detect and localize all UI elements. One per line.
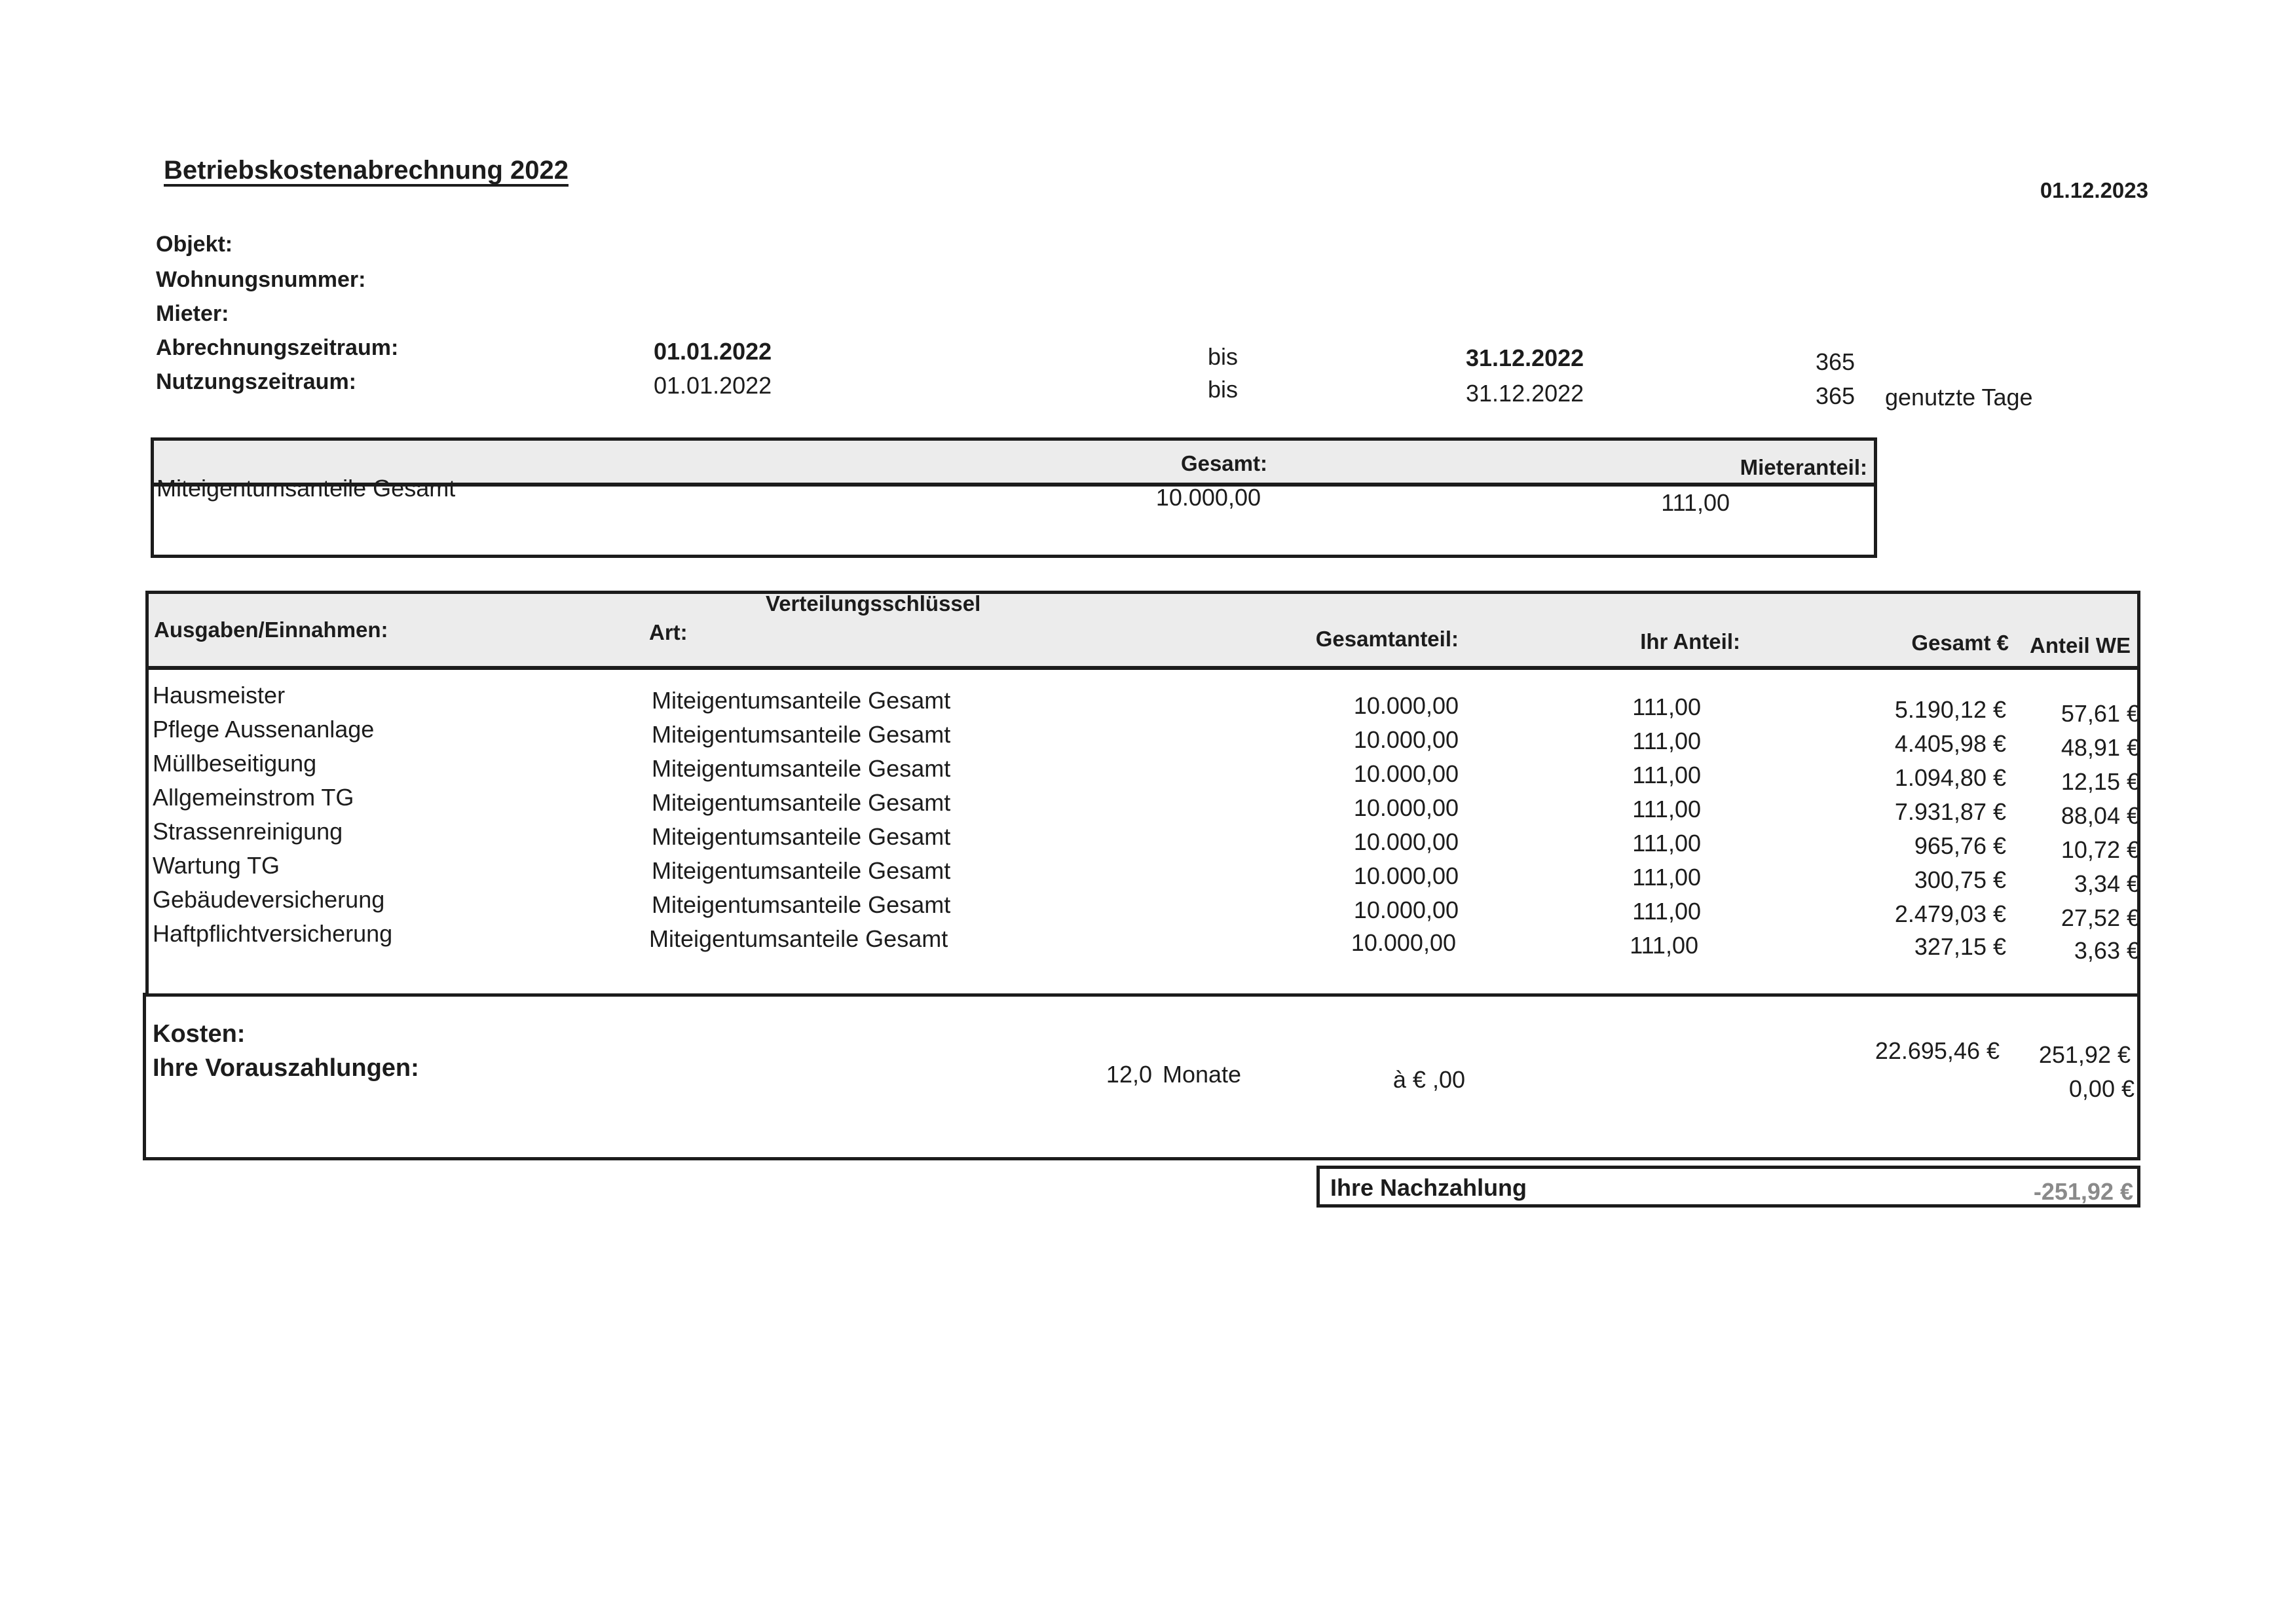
header-gesamtanteil: Gesamtanteil: <box>1315 627 1459 651</box>
document-title: Betriebskostenabrechnung 2022 <box>164 156 569 185</box>
row-gesamt: 4.405,98 € <box>1894 730 2006 757</box>
nutzungszeitraum-to: 31.12.2022 <box>1466 380 1584 407</box>
header-verteilungsschluessel: Verteilungsschlüssel <box>766 591 981 616</box>
genutzte-tage-label: genutzte Tage <box>1885 384 2033 411</box>
abrechnungszeitraum-bis: bis <box>1208 343 1239 370</box>
row-gesamtanteil: 10.000,00 <box>1353 760 1459 787</box>
row-name: Strassenreinigung <box>153 818 343 845</box>
nutzungszeitraum-label: Nutzungszeitraum: <box>156 369 356 394</box>
document-date: 01.12.2023 <box>2040 178 2148 202</box>
row-art: Miteigentumsanteile Gesamt <box>652 721 951 748</box>
shares-gesamt-value: 10.000,00 <box>1155 484 1261 511</box>
shares-mieteranteil-header: Mieteranteil: <box>1740 455 1867 479</box>
row-anteil-we: 3,34 € <box>2074 870 2140 897</box>
shares-mieteranteil-value: 111,00 <box>1661 489 1730 516</box>
row-anteil-we: 10,72 € <box>2061 836 2140 863</box>
row-gesamtanteil: 10.000,00 <box>1353 794 1459 821</box>
row-name: Gebäudeversicherung <box>153 886 385 913</box>
row-gesamt: 7.931,87 € <box>1894 798 2006 825</box>
row-gesamtanteil: 10.000,00 <box>1353 862 1459 889</box>
row-ihr-anteil: 111,00 <box>1630 932 1698 959</box>
row-anteil-we: 57,61 € <box>2061 700 2140 727</box>
abrechnungszeitraum-from: 01.01.2022 <box>654 338 772 365</box>
row-name: Haftpflichtversicherung <box>153 920 393 947</box>
vorauszahlungen-anteil: 0,00 € <box>2068 1075 2135 1102</box>
row-gesamtanteil: 10.000,00 <box>1353 828 1459 855</box>
row-gesamtanteil: 10.000,00 <box>1353 692 1459 719</box>
abrechnungszeitraum-days: 365 <box>1816 348 1856 375</box>
row-anteil-we: 48,91 € <box>2061 734 2140 761</box>
nachzahlung-value: -251,92 € <box>2033 1178 2133 1205</box>
abrechnungszeitraum-to: 31.12.2022 <box>1466 344 1584 371</box>
row-gesamt: 965,76 € <box>1914 832 2006 859</box>
row-ihr-anteil: 111,00 <box>1632 762 1701 788</box>
nutzungszeitraum-from: 01.01.2022 <box>654 372 772 399</box>
row-anteil-we: 88,04 € <box>2061 802 2140 829</box>
rate-value: à € ,00 <box>1392 1066 1465 1093</box>
row-gesamtanteil: 10.000,00 <box>1353 896 1459 923</box>
shares-box <box>151 437 1877 558</box>
wohnungsnummer-label: Wohnungsnummer: <box>156 267 366 292</box>
row-name: Wartung TG <box>153 852 280 879</box>
row-gesamt: 5.190,12 € <box>1894 696 2006 723</box>
row-gesamtanteil: 10.000,00 <box>1353 726 1459 753</box>
costs-table-header <box>149 591 2137 670</box>
nachzahlung-box <box>1316 1166 2140 1208</box>
mieter-label: Mieter: <box>156 301 229 326</box>
row-art: Miteigentumsanteile Gesamt <box>652 891 951 918</box>
row-anteil-we: 27,52 € <box>2061 904 2140 931</box>
row-ihr-anteil: 111,00 <box>1632 728 1701 754</box>
row-name: Müllbeseitigung <box>153 750 317 777</box>
row-ihr-anteil: 111,00 <box>1632 796 1701 822</box>
row-name: Allgemeinstrom TG <box>153 784 354 811</box>
nutzungszeitraum-days: 365 <box>1816 382 1856 409</box>
header-gesamt: Gesamt € <box>1911 631 2009 655</box>
row-art: Miteigentumsanteile Gesamt <box>649 925 948 952</box>
row-anteil-we: 3,63 € <box>2074 937 2140 964</box>
nachzahlung-label: Ihre Nachzahlung <box>1330 1174 1527 1201</box>
row-gesamt: 1.094,80 € <box>1894 764 2006 791</box>
row-name: Pflege Aussenanlage <box>153 716 375 743</box>
row-anteil-we: 12,15 € <box>2061 768 2140 795</box>
row-gesamt: 2.479,03 € <box>1894 900 2006 927</box>
kosten-anteil: 251,92 € <box>2038 1041 2131 1068</box>
kosten-label: Kosten: <box>153 1020 246 1048</box>
row-art: Miteigentumsanteile Gesamt <box>652 789 951 816</box>
summary-box <box>143 993 2140 1160</box>
row-ihr-anteil: 111,00 <box>1632 864 1701 891</box>
costs-table <box>145 591 2140 997</box>
shares-label: Miteigentumsanteile Gesamt <box>157 475 456 502</box>
header-ausgaben: Ausgaben/Einnahmen: <box>154 618 388 642</box>
row-art: Miteigentumsanteile Gesamt <box>652 687 951 714</box>
row-ihr-anteil: 111,00 <box>1632 693 1701 720</box>
row-ihr-anteil: 111,00 <box>1632 898 1701 925</box>
header-anteil-we: Anteil WE <box>2030 633 2131 657</box>
row-art: Miteigentumsanteile Gesamt <box>652 755 951 782</box>
objekt-label: Objekt: <box>156 232 233 257</box>
row-ihr-anteil: 111,00 <box>1632 830 1701 857</box>
row-gesamt: 300,75 € <box>1914 866 2006 893</box>
row-gesamtanteil: 10.000,00 <box>1351 929 1456 956</box>
nutzungszeitraum-bis: bis <box>1208 376 1239 403</box>
row-art: Miteigentumsanteile Gesamt <box>652 823 951 850</box>
row-gesamt: 327,15 € <box>1914 933 2006 960</box>
header-art: Art: <box>649 620 688 644</box>
kosten-gesamt: 22.695,46 € <box>1875 1037 2000 1064</box>
vorauszahlungen-label: Ihre Vorauszahlungen: <box>153 1054 419 1082</box>
abrechnungszeitraum-label: Abrechnungszeitraum: <box>156 335 399 360</box>
row-art: Miteigentumsanteile Gesamt <box>652 857 951 884</box>
months-value: 12,0 <box>1106 1061 1152 1088</box>
header-ihr-anteil: Ihr Anteil: <box>1640 629 1740 654</box>
row-name: Hausmeister <box>153 682 286 709</box>
shares-gesamt-header: Gesamt: <box>1180 451 1267 475</box>
months-label: Monate <box>1163 1061 1242 1088</box>
